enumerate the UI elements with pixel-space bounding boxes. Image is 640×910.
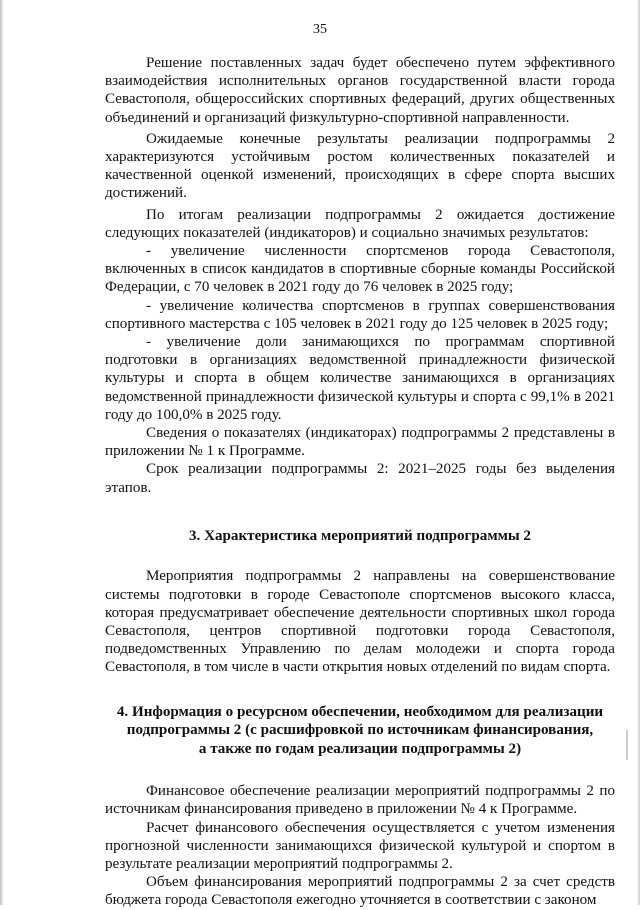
paragraph-expected-results: Ожидаемые конечные результаты реализации подпрограммы 2 характеризуются устойчивым ростом количественных показателей и качественной оценкой изменений, происходящих в сфере спорта высших достижений.	[105, 130, 615, 202]
section-4-heading-line-3: а также по годам реализации подпрограммы 2)	[198, 740, 522, 757]
section-4-paragraph-calculation: Расчет финансового обеспечения осуществляется с учетом изменения прогнозной численности занимающихся физической культурой и спортом в результате реализации мероприятий подпрограммы 2.	[105, 819, 615, 872]
paragraph-indicators-reference: Сведения о показателях (индикаторах) подпрограммы 2 представлены в приложении № 1 к Программе.	[105, 425, 615, 460]
section-4-paragraph-budget-volume: Объем финансирования мероприятий подпрограммы 2 за счет средств бюджета города Севастополя ежегодно уточняется в соответствии с законом	[105, 874, 615, 909]
section-4-heading-line-1: 4. Информация о ресурсном обеспечении, необходимом для реализации	[116, 703, 604, 720]
section-3-heading: 3. Характеристика мероприятий подпрограммы 2	[189, 527, 531, 544]
list-item-share-of-trainees: - увеличение доли занимающихся по программам спортивной подготовки в организациях ведомственной принадлежности физической культуры и спорта в общем количестве занимающихся в организациях ведомственной принадлежности физической культуры и спорта с 99,1% в 2021 году до 100,0% в 2025 году.	[105, 334, 615, 423]
section-3-paragraph: Мероприятия подпрограммы 2 направлены на совершенствование системы подготовки в городе Севастополе спортсменов высокого класса, которая предусматривает обеспечение деятельности спортивных школ города Севастополя, центров спортивной подготовки города Севастополя, подведомственных Управлению по делам молодежи и спорта города Севастополя, в том числе в части открытия новых отделений по видам спорта.	[105, 568, 615, 676]
list-item-national-team-candidates: - увеличение численности спортсменов города Севастополя, включенных в список кандидатов в спортивные сборные команды Российской Федерации, с 70 человек в 2021 году до 76 человек в 2025 году;	[105, 243, 615, 296]
page-number: 35	[313, 22, 327, 37]
paragraph-implementation-period: Срок реализации подпрограммы 2: 2021–2025 годы без выделения этапов.	[105, 461, 615, 496]
scan-margin-mark	[626, 730, 628, 760]
section-4-heading-line-2: подпрограммы 2 (с расшифровкой по источникам финансирования,	[126, 722, 594, 739]
list-item-improvement-groups: - увеличение количества спортсменов в группах совершенствования спортивного мастерства с 105 человек в 2021 году до 125 человек в 2025 году;	[105, 297, 615, 332]
paragraph-interaction: Решение поставленных задач будет обеспечено путем эффективного взаимодействия исполнительных органов государственной власти города Севастополя, общероссийских спортивных федераций, других общественных объединений и организаций физкультурно-спортивной направленности.	[105, 55, 615, 126]
paragraph-indicators-intro: По итогам реализации подпрограммы 2 ожидается достижение следующих показателей (индикаторов) и социально значимых результатов:	[105, 206, 615, 241]
scan-edge-left	[0, 0, 4, 905]
section-4-paragraph-financing-sources: Финансовое обеспечение реализации мероприятий подпрограммы 2 по источникам финансирования приведено в приложении № 4 к Программе.	[105, 783, 615, 818]
document-body	[105, 54, 615, 910]
